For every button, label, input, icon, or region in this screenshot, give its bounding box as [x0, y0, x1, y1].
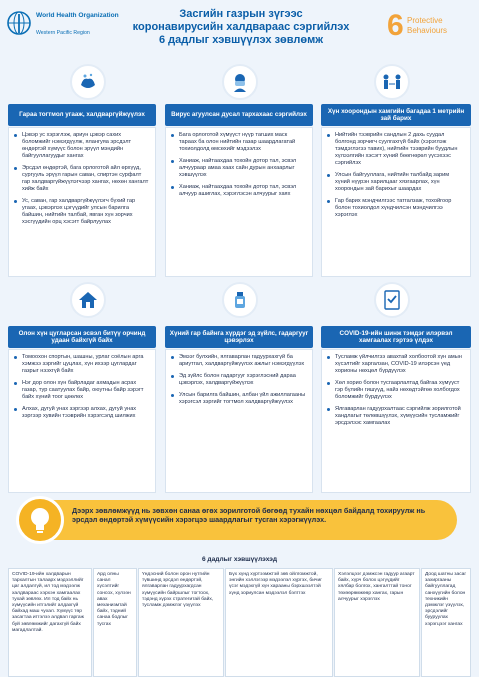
list-item: Эд зүйлс болон гадаргууг хэрэглэсний дараа цэвэрлэх, халдваргүйжүүлэх — [170, 373, 306, 387]
list-item: Гар барих мэндчилгээс татгалзаж, тохойгоор болон тохиолдол хүндчилсэн мэндчилгээ хэрэглэх — [326, 198, 464, 219]
list-item: Ялгаварлан гадуурхалтаас сэргийлж зорилготой хандлагыг төлөвшүүлэх, хүмүүсийн тусламжийг эрсдэлээс хамгаалах — [326, 406, 464, 427]
section-droplets — [165, 127, 313, 277]
header — [0, 0, 479, 62]
list-item: Томоохон спортын, шашны, урлаг соёлын арга хэмжээ зэргийг цуцлах, хүн ихээр цуглардаг газрыг нээхгүй байх — [13, 354, 149, 375]
bottom-cell-5: Хэлэлцээг дэмжсэн гадуур агаарт байх, хүрч болох цэгүүдийг хялбар болгох, хангалттай тоног төхөөрөмжөөр хангах, гарын алчуурыг хэрэглэх — [334, 568, 420, 677]
list-item: Цэвэр ус хэрэглэж, ариун цэвэр сахих боломжийг нэмэгдүүлж, ялангуяа эрсдэлт өндөртэй хүмүүс болон эрүүл мэндийн байгууллагуудыг хангах — [13, 132, 149, 160]
section-hand-hygiene — [8, 127, 156, 277]
icons-row-top — [0, 64, 479, 104]
who-name: World Health Organization — [36, 12, 119, 19]
list-item: Улсын байгууллага, нийтийн талбайд зарим хүний нүүрэн харилцааг хязгаарлах, хүн хоорондын зай барихыг шаардах — [326, 172, 464, 193]
distance-icon — [374, 64, 410, 100]
section-header-crowds: Олон хүн цугларсан эсвэл битүү орчинд удаан байхгүй байх — [8, 326, 156, 348]
mask-icon — [222, 64, 258, 100]
list-item: Улсын барилга байшин, албан үйл ажиллагааны хэрэгсэл зэргийг тогтмол халдваргүйжүүлэх — [170, 392, 306, 406]
icons-row-middle — [0, 282, 479, 322]
list-item: Эмээг булхийн, ялгаварлан гадуурхахгүй ба ариутгал, халдваргүйжүүлэх ажлыг нэмэгдүүлэх — [170, 354, 306, 368]
page-title — [128, 8, 354, 47]
bottom-table-title: 6 дадлыг хэвшүүлэхэд — [201, 556, 278, 563]
list-item: Эрсдэл өндөртэй, бага орлоготой айл өрхүүд, сургууль эрүүл гарын саван, спиртэн сурфалт гар халдваргүйжүүлэгчээр хангах, нөхөн хангалт хийж байх — [13, 165, 149, 193]
six-text — [407, 16, 447, 36]
section-header-hand-hygiene: Гараа тогтмол угааж, халдваргүйжүүлэх — [8, 104, 156, 126]
section-crowds — [8, 349, 156, 493]
bottom-cell-1: COVID-19-ийн халдварын тархалтын талаарх мэдээллийг цаг алдалгүй, ил тод мэдээлж халдвараас хэрхэн хамгаалах тухай зөвлөх. Ил тод байх нь хүмүүсийн итгэлийг алдахгүй байхад маш чухал. Хүмүүс төр засагтаа итгэлээ алдвал гаргаж буй зөвлөмжийг дагахгүй байх магадлалтай. — [8, 568, 92, 677]
list-item: Ханиаж, найтаахдаа тохойн дотор тал, эсвэл алчуур ашиглах, хэрэглэсэн алчуурыг хаях — [170, 184, 306, 198]
bottom-cell-3: Үндэсний болон орон нутгийн түвшинд эрсдэл өндөртэй, ялгаварлан гадуурхагдсан хүмүүсийн байршлыг тогтоох, тэдэнд хүрэх стратегитай байх, тусламж дэмжлэг үзүүлэх — [138, 568, 224, 677]
list-item: Ус, саван, гар халдваргүйжүүлэгч бүхий гар угаах, цэвэрлэх цэгүүдийг улсын барилга байшин, нийтийн талбай, явган хүн зорчих хэсгүүдийн орц хэсэгт байрлуулах — [13, 198, 149, 226]
bottom-cell-4: Бүх хүнд хүртээмжтэй зөв ойлгомжтой, энгийн хэллэгээр мэдээлэл хүргэх, бичиг үсэг мэдэхгүй хүн харааны бэрхшээлтэй хүнд зориулсан мэдээлэл бэлтгэх — [225, 568, 333, 677]
six-number: 6 — [387, 9, 404, 42]
section-symptoms — [321, 349, 471, 493]
stay-home-icon — [70, 282, 106, 318]
list-item: Хөл хорио болон тусгаарлалтад байгаа хүмүүст гэр бүлийн гишүүд, найз нөхөдтэйгөө холбогдох боломжийг бүрдүүлэх — [326, 380, 464, 401]
section-distance — [321, 127, 471, 277]
section-header-distance: Хүн хоорондын хамгийн багадаа 1 метрийн зай барих — [321, 104, 471, 126]
section-header-surfaces: Хүний гар байнга хүрдэг эд зүйлс, гадаргууг цэвэрлэх — [165, 326, 313, 348]
six-text-line-2: Behaviours — [407, 26, 448, 35]
six-behaviours-logo — [387, 10, 477, 46]
list-item: Алхах, дугуй унах зэргээр алхах, дугуй унах зэргээр хувийн тээврийн хэрэгсэлд шилжих — [13, 406, 149, 420]
section-header-droplets: Вирус агуулсан дусал тархахаас сэргийлэх — [165, 104, 313, 126]
section-surfaces — [165, 349, 313, 493]
title-line-1: Засгийн газрын зүгээс — [179, 8, 303, 20]
section-header-symptoms: COVID-19-ийн шинж тэмдэг илэрвэл хамгаалах гэртээ үлдэх — [321, 326, 471, 348]
clean-surfaces-icon — [222, 282, 258, 318]
who-emblem-icon — [6, 10, 32, 36]
list-item: Нэг дор олон хүн байрладаг ахмадын асрах газар, тур саатуулах байр, оюутны байр зэрэгт байх хүний тоог цөөлөх — [13, 380, 149, 401]
title-line-2: коронавирусийн халдвараас сэргийлэх — [132, 21, 350, 33]
note-text: Дээрх зөвлөмжүүд нь зөвхөн санаа өгөх зорилготой бөгөөд тухайн нөхцөл байдалд тохируулж нь эрсдэл өндөртэй хүмүүсийн хэрэгцээ шаардлагыг тусган хэрэгжүүлэх. — [72, 506, 426, 524]
lightbulb-icon — [16, 496, 64, 544]
who-region: Western Pacific Region — [36, 30, 90, 36]
checklist-icon — [374, 282, 410, 318]
who-logo — [6, 10, 126, 50]
bottom-cell-2: Ард олны санал хүсэлтийг сонсох, хүлээн авах механизмтай байх, тэдний санаа бодлыг тусгах — [93, 568, 137, 677]
list-item: Ханиаж, найтаахдаа тохойн дотор тал, эсвэл алчуураар амаа хаах сайн дурын анхаарлыг хэвшүүлэх — [170, 158, 306, 179]
title-line-3: 6 дадлыг хэвшүүлэх зөвлөмж — [158, 34, 324, 46]
six-text-line-1: Protective — [407, 16, 443, 25]
list-item: Бага орлоготой хүмүүст нүүр тагших маск тараах ба олон нийтийн газар шаардлагатай тохиолдолд өмсөхийг мэдээлэх — [170, 132, 306, 153]
bottom-cell-6: Доод шатны засаг захиргааны байгууллагад санхүүгийн болон техникийн дэмжлэг үзүүлэх, эрсдэлийг бууруулах хэрэгцээг хангах — [421, 568, 471, 677]
list-item: Тусламж үйлчилгээ авахтай холбоотой хүн амын хүсэлтийг харгалзан, COVID-19 илэрсэн үед хорионы нөхцөл бүрдүүлэх — [326, 354, 464, 375]
list-item: Нийтийн тээврийн сандлын 2 дахь суудал болгонд зорчигч суулгахгүй байх (хэрэглэж тэмдэглэгээ тавих), нийтийн тээврийн буудлын хүлээлгийн хэсэгт хүний бөөгнөрөл үүсэхээс сэргийлэх — [326, 132, 464, 167]
hand-wash-icon — [70, 64, 106, 100]
advisory-note — [22, 500, 457, 540]
